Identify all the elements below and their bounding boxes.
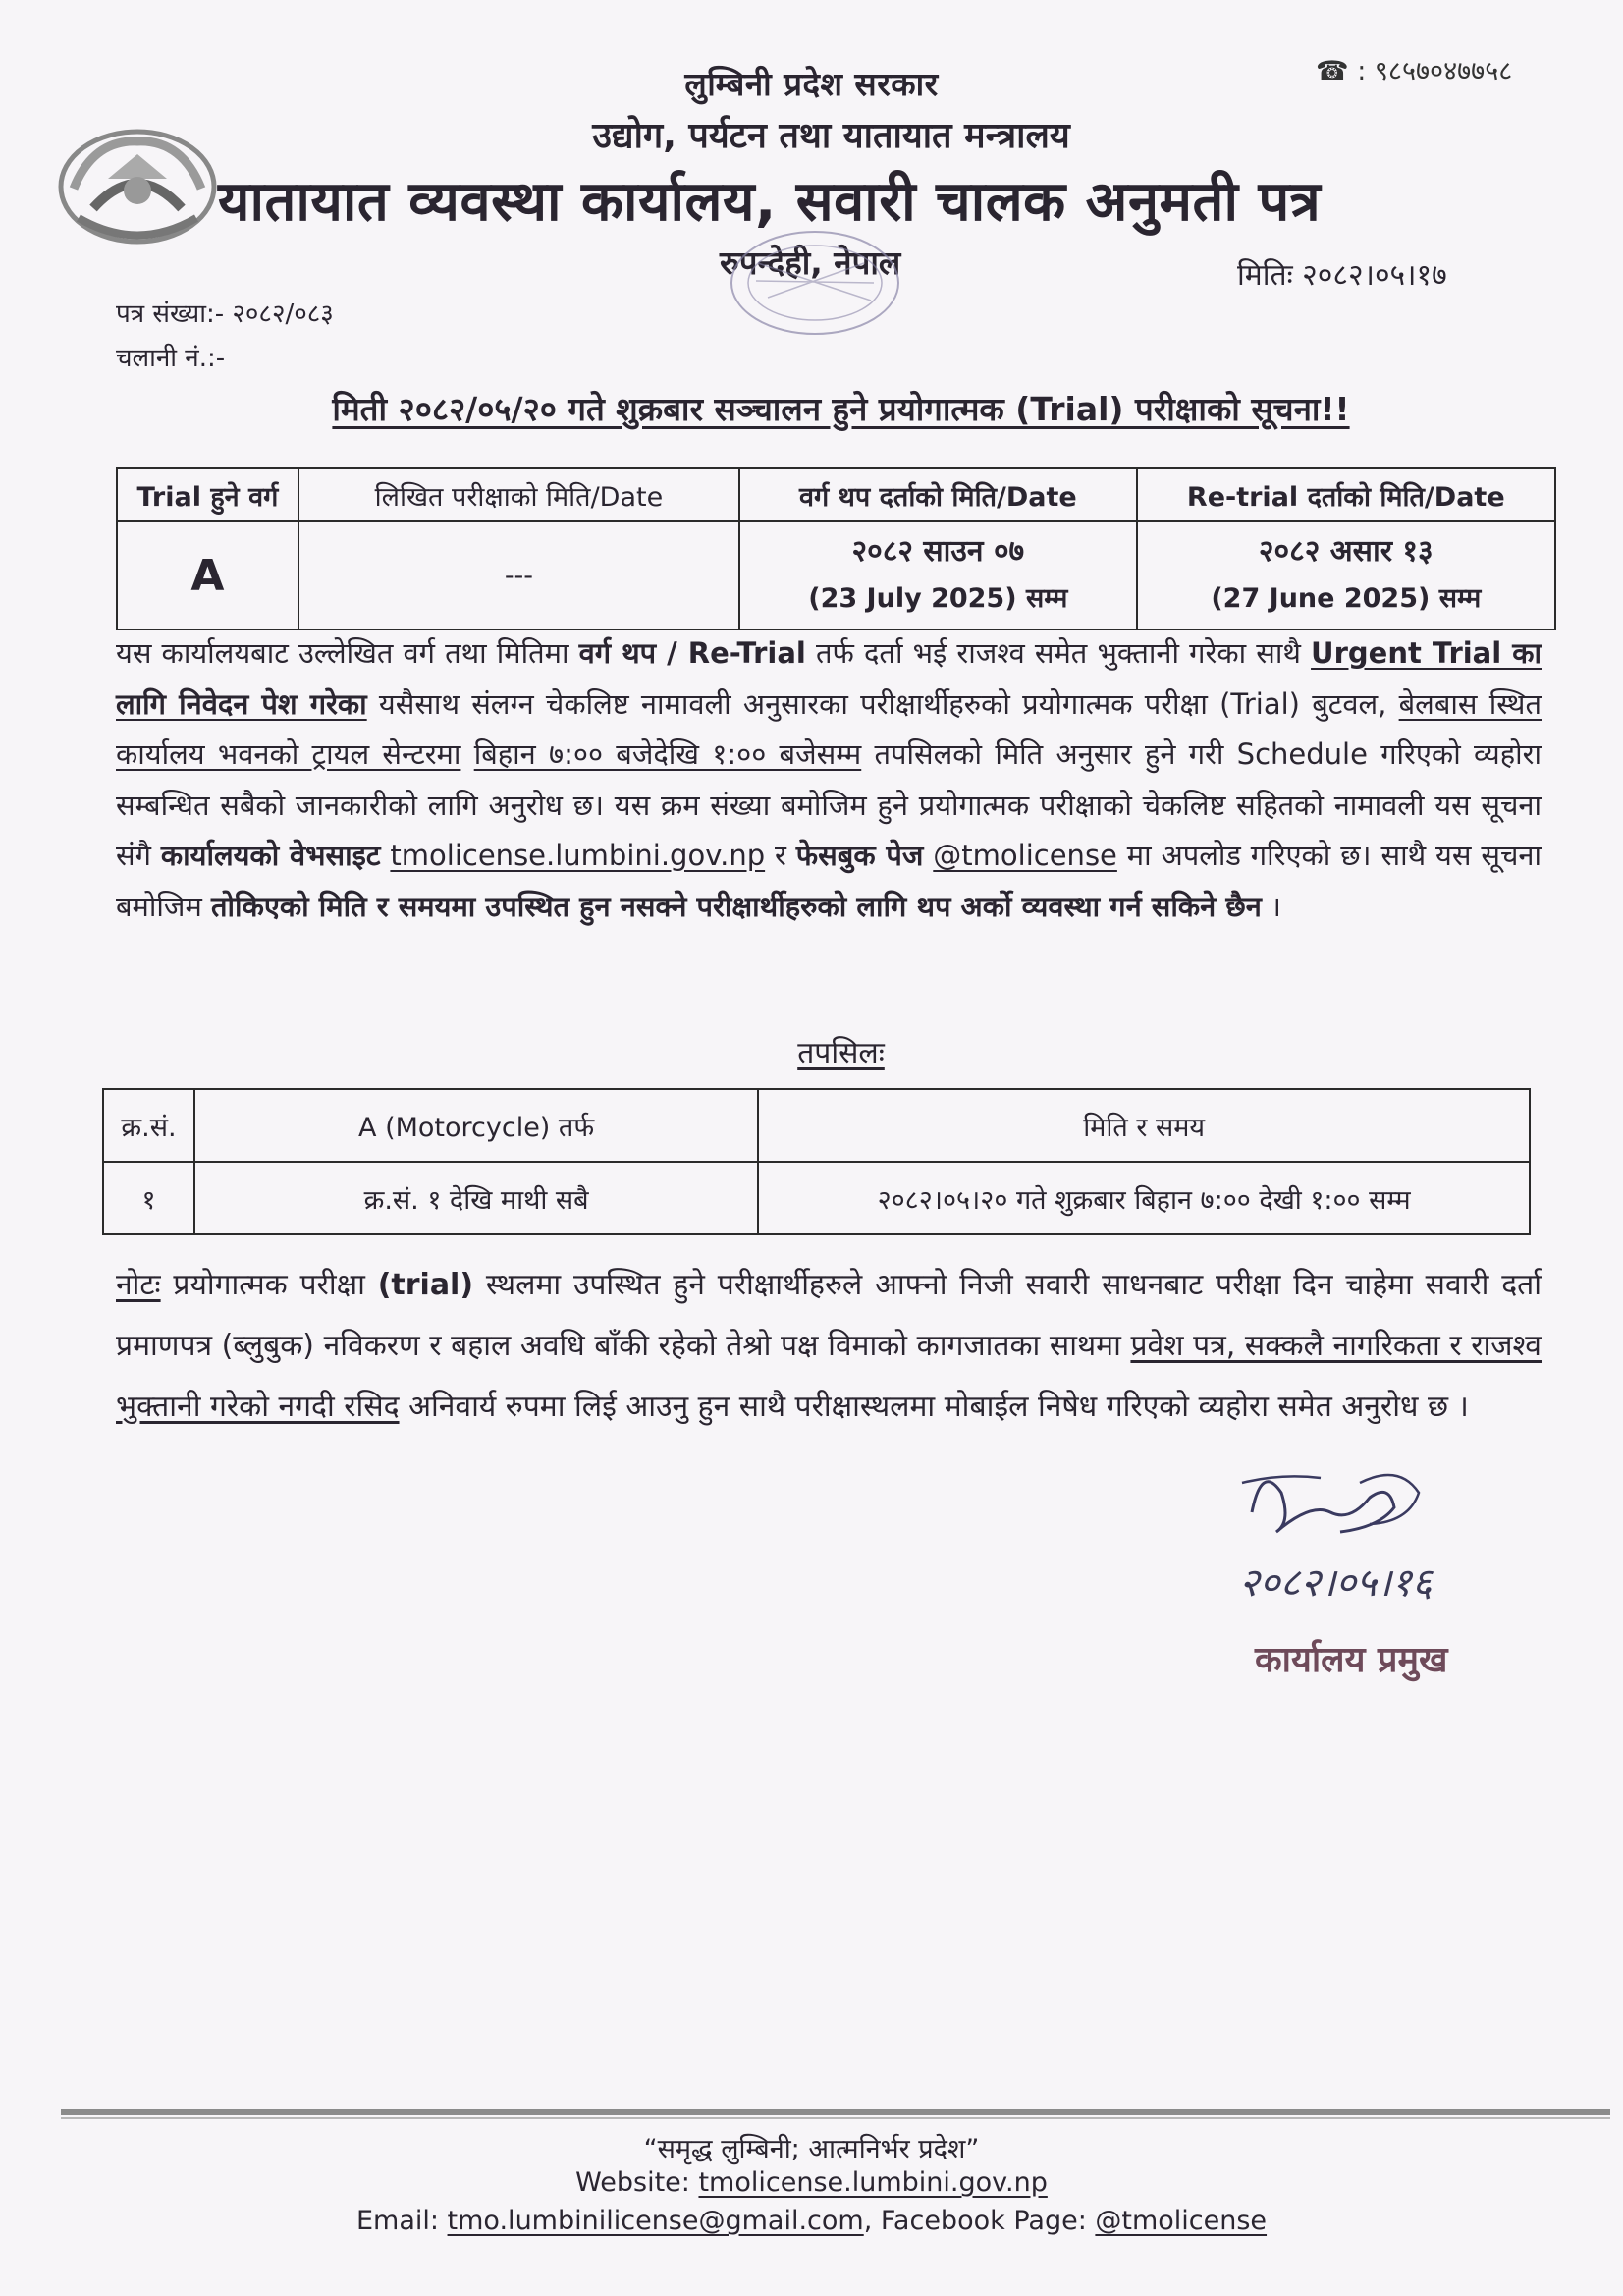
footer-facebook-link[interactable]: @tmolicense (1095, 2206, 1268, 2236)
footer-divider (61, 2117, 1610, 2119)
footer-contact (0, 2206, 1623, 2236)
category-cell: A (117, 521, 298, 629)
table-cell: २०८२।०५।२० गते शुक्रबार बिहान ७:०० देखी १:०० सम्म (758, 1162, 1530, 1234)
table-cell: १ (103, 1162, 194, 1234)
office-location: रुपन्देही, नेपाल (720, 244, 901, 282)
note-section (116, 1255, 1542, 1438)
footer-website-link[interactable]: tmolicense.lumbini.gov.np (698, 2167, 1048, 2198)
phone-number: ☎ : ९८५७०४७७५८ (1316, 56, 1513, 86)
note-text: अनिवार्य रुपमा लिई आउनु हुन साथै परीक्षास्थलमा मोबाईल निषेध गरिएको व्यहोरा समेत अनुरोध छ । (399, 1390, 1469, 1424)
dispatch-number: चलानी नं.:- (116, 344, 226, 373)
office-stamp-icon (699, 224, 945, 381)
table-header-cell: क्र.सं. (103, 1089, 194, 1162)
footer-fb-label: , Facebook Page: (863, 2206, 1096, 2236)
body-text-bold: कार्यालयको वेभसाइट (160, 839, 381, 872)
footer-divider (61, 2109, 1610, 2115)
note-label: नोटः (116, 1268, 161, 1302)
signature-date: २०८२।०५।१६ (1239, 1560, 1433, 1606)
body-text-underlined: Urgent Trial का लागि निवेदन पेश गरेका (116, 636, 1542, 721)
retrial-date-en: (27 June 2025) सम्म (1211, 583, 1482, 614)
table-header-cell: मिति र समय (758, 1089, 1530, 1162)
add-date-en: (23 July 2025) सम्म (808, 583, 1068, 614)
table-cell: क्र.सं. १ देखि माथी सबै (194, 1162, 758, 1234)
note-text-underlined: प्रवेश पत्र, सक्कलै नागरिकता र राजश्व भुक्तानी गरेको नगदी रसिद (116, 1329, 1542, 1424)
body-text-underlined: बिहान ७:०० बजेदेखि १:०० बजेसम्म (473, 738, 862, 771)
note-text-bold: (trial) (377, 1268, 474, 1302)
footer-slogan: “समृद्ध लुम्बिनी; आत्मनिर्भर प्रदेश” (643, 2134, 980, 2164)
written-date-cell: --- (298, 521, 739, 629)
table-header-cell: लिखित परीक्षाको मिति/Date (298, 468, 739, 521)
schedule-heading: तपसिलः (797, 1036, 885, 1070)
notice-title: मिती २०८२/०५/२० गते शुक्रबार सञ्चालन हुने प्रयोगात्मक (Trial) परीक्षाको सूचना!! (332, 390, 1350, 428)
table-row (103, 1162, 1530, 1234)
notice-body (116, 629, 1542, 932)
table-header-cell: वर्ग थप दर्ताको मिति/Date (739, 468, 1136, 521)
website-link[interactable]: tmolicense.lumbini.gov.np (390, 839, 766, 872)
retrial-date-cell (1137, 521, 1555, 629)
add-date-np: २०८२ साउन ०७ (851, 534, 1025, 569)
note-text: स्थलमा उपस्थित हुने परीक्षार्थीहरुले आफ्नो निजी सवारी साधनबाट परीक्षा दिन चाहेमा सवारी दर्ता प्रमाणपत्र (ब्लुबुक) नविकरण र बहाल अवधि बाँकी रहेको तेश्रो पक्ष विमाको कागजातका साथमा (116, 1268, 1542, 1363)
body-text: तर्फ दर्ता भई राजश्व समेत भुक्तानी गरेका साथै (805, 636, 1312, 670)
govt-name: लुम्बिनी प्रदेश सरकार (684, 65, 939, 103)
table-header-cell: Re-trial दर्ताको मिति/Date (1137, 468, 1555, 521)
footer-website (0, 2167, 1623, 2198)
body-text: र (765, 839, 796, 872)
add-date-cell (739, 521, 1136, 629)
footer-email-label: Email: (355, 2206, 448, 2236)
office-head-title: कार्यालय प्रमुख (1255, 1640, 1448, 1680)
office-name: यातायात व्यवस्था कार्यालय, सवारी चालक अनुमती पत्र (218, 170, 1322, 234)
body-text: । (1261, 889, 1282, 923)
letter-number: पत्र संख्या:- २०८२/०८३ (116, 300, 334, 329)
footer-website-label: Website: (575, 2167, 699, 2198)
body-text (381, 839, 391, 872)
body-text-bold: फेसबुक पेज (795, 839, 924, 872)
table-header-row (103, 1089, 1530, 1162)
body-text-bold: वर्ग थप / Re-Trial (578, 636, 806, 670)
retrial-date-np: २०८२ असार १३ (1258, 534, 1434, 569)
body-text: तपसिलको मिति अनुसार हुने गरी Schedule गरिएको व्यहोरा सम्बन्धित सबैको जानकारीको लागि अनुरोध छ। यस क्रम संख्या बमोजिम हुने प्रयोगात्मक परीक्षाको चेकलिष्ट सहितको नामावली यस सूचना संगै (116, 738, 1542, 872)
body-text (460, 738, 473, 771)
table-row (117, 521, 1555, 629)
table-header-cell: A (Motorcycle) तर्फ (194, 1089, 758, 1162)
facebook-link[interactable]: @tmolicense (933, 839, 1117, 872)
body-text: यस कार्यालयबाट उल्लेखित वर्ग तथा मितिमा (116, 636, 579, 670)
footer-email-link[interactable]: tmo.lumbinilicense@gmail.com (447, 2206, 864, 2236)
trial-schedule-table (116, 467, 1556, 630)
table-header-cell: Trial हुने वर्ग (117, 468, 298, 521)
body-text: यसैसाथ संलग्न चेकलिष्ट नामावली अनुसारका परीक्षार्थीहरुको प्रयोगात्मक परीक्षा (Trial) बुटवल, (366, 686, 1399, 721)
ministry-name: उद्योग, पर्यटन तथा यातायात मन्त्रालय (592, 116, 1070, 156)
note-text: प्रयोगात्मक परीक्षा (160, 1268, 378, 1302)
body-text (923, 839, 933, 872)
letter-date: मितिः २०८२।०५।१७ (1237, 258, 1447, 293)
body-text: मा अपलोड गरिएको छ। साथै यस सूचना बमोजिम (116, 839, 1542, 923)
body-text-bold: तोकिएको मिति र समयमा उपस्थित हुन नसक्ने परीक्षार्थीहरुको लागि थप अर्को व्यवस्था गर्न सकिने छैन (211, 889, 1262, 923)
schedule-table (102, 1088, 1531, 1235)
table-header-row (117, 468, 1555, 521)
body-text-underlined: बेलबास स्थित कार्यालय भवनको ट्रायल सेन्टरमा (116, 686, 1542, 771)
